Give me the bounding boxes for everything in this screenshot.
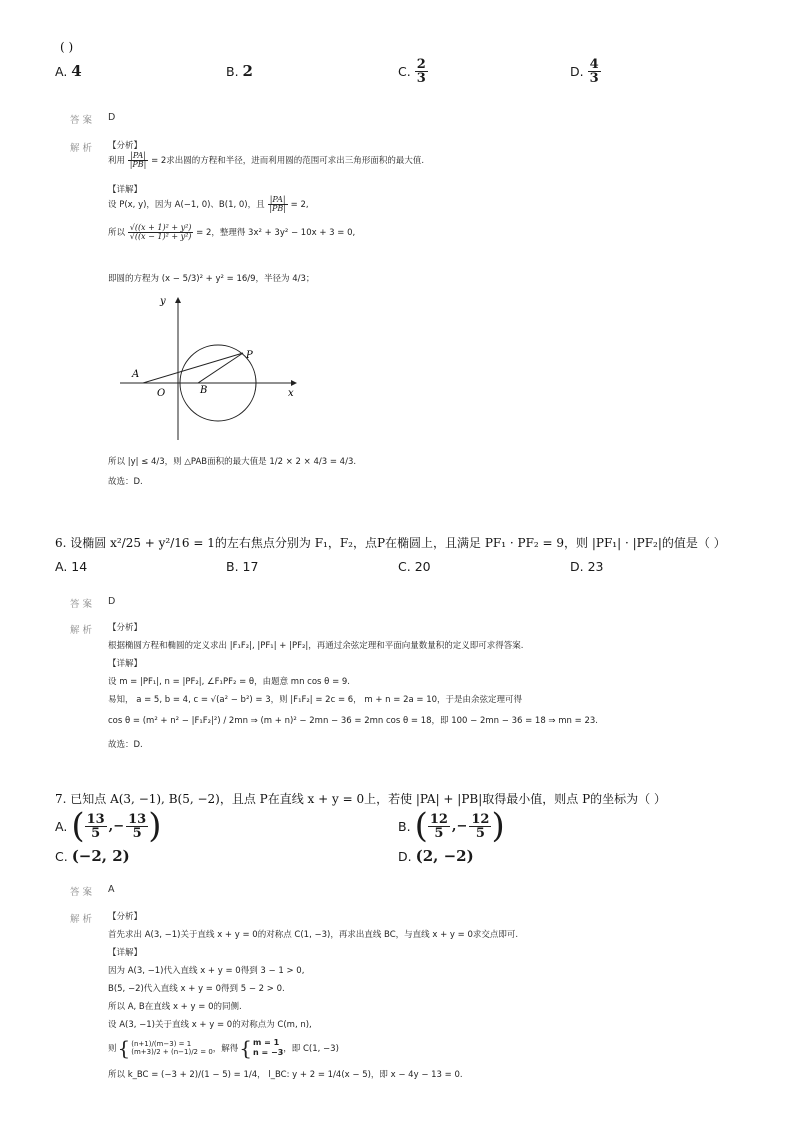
answer-label: 答案 (70, 115, 96, 126)
option-letter: B. (226, 64, 239, 79)
fraction-numerator: 12 (471, 811, 490, 827)
fraction-numerator: √((x + 1)² + y²) (129, 223, 192, 232)
option-letter: C. (55, 849, 68, 864)
option-value: 23 (587, 559, 604, 574)
text-segment: 利用 (108, 156, 126, 166)
fraction-denominator: 3 (589, 71, 599, 86)
option-value: 4 (71, 62, 82, 80)
fraction-denominator: √((x − 1)² + y²) (129, 232, 192, 241)
equation: m = 1 (253, 1038, 280, 1048)
option-d (398, 847, 474, 865)
segment-ap (143, 353, 243, 383)
fraction-numerator: 12 (429, 811, 448, 827)
fraction-denominator: 5 (132, 825, 142, 841)
option-d (570, 559, 604, 574)
detail-heading: 【详解】 (108, 185, 143, 195)
option-value: 20 (414, 559, 431, 574)
solution-line (108, 1036, 339, 1060)
question-paren: ( ) (60, 40, 74, 54)
coordinate-y-fraction (126, 813, 148, 840)
fraction-numerator: 13 (128, 811, 147, 827)
option-value: (−2, 2) (71, 847, 130, 865)
text-segment: 则 (108, 1044, 117, 1054)
option-letter: D. (570, 559, 584, 574)
option-c (398, 58, 428, 85)
option-letter: A. (55, 818, 68, 834)
fraction-numerator: |PA| (130, 151, 146, 160)
point-p-label: P (246, 350, 253, 361)
option-b (226, 559, 258, 574)
open-paren-icon: ( (71, 806, 85, 846)
solution-line: B(5, −2)代入直线 x + y = 0得到 5 − 2 > 0. (108, 984, 285, 994)
solution-line: 设 m = |PF₁|, n = |PF₂|, ∠F₁PF₂ = θ，由题意 mn cos θ = 9. (108, 677, 351, 687)
question-6-stem: 6. 设椭圆 x²/25 + y²/16 = 1的左右焦点分别为 F₁，F₂，点P在椭圆上，且满足 PF₁ · PF₂ = 9，则 |PF₁| · |PF₂|的值是（ ） (55, 536, 726, 550)
segment-bp (198, 353, 243, 383)
option-letter: B. (398, 818, 411, 834)
solution-line: 易知， a = 5, b = 4, c = √(a² − b²) = 3，则 |F₁F₂| = 2c = 6， m + n = 2a = 10，于是由余弦定理可得 (108, 695, 523, 705)
comma-minus: ,− (108, 818, 125, 834)
close-paren-icon: ) (491, 806, 505, 846)
answer-value: D (108, 596, 116, 607)
point-b-label: B (200, 385, 208, 396)
fraction-denominator: 3 (416, 71, 426, 86)
option-fraction (588, 58, 601, 85)
fraction-denominator: |PB| (269, 204, 286, 213)
fraction-denominator: 5 (91, 825, 101, 841)
option-letter: D. (398, 849, 412, 864)
fraction-numerator: 13 (86, 811, 105, 827)
answer-label: 答案 (70, 599, 96, 610)
solution-line (108, 224, 355, 241)
sqrt-fraction (128, 224, 194, 241)
option-letter: C. (398, 64, 411, 79)
text-segment: 设 P(x, y)，因为 A(−1, 0)、B(1, 0)，且 (108, 200, 265, 210)
y-axis-label: y (160, 296, 166, 307)
solution-line: 即圆的方程为 (x − 5/3)² + y² = 16/9，半径为 4/3； (108, 274, 315, 284)
coordinate-x-fraction (85, 813, 107, 840)
option-letter: B. (226, 559, 239, 574)
text-segment: ，即 C(1, −3) (283, 1044, 339, 1054)
option-c (55, 847, 130, 865)
option-a (55, 62, 82, 80)
option-a (55, 806, 161, 846)
solution-line: 故选：D. (108, 477, 143, 487)
option-b (398, 806, 505, 846)
fraction-numerator: 4 (589, 57, 599, 72)
text-segment: = 2求出圆的方程和半径，进而利用圆的范围可求出三角形面积的最大值. (151, 156, 425, 166)
option-letter: A. (55, 64, 68, 79)
solution-line: 因为 A(3, −1)代入直线 x + y = 0得到 3 − 1 > 0, (108, 966, 305, 976)
open-paren-icon: ( (414, 806, 428, 846)
analysis-heading: 【分析】 (108, 623, 143, 633)
close-paren-icon: ) (148, 806, 162, 846)
option-value: 17 (242, 559, 259, 574)
option-c (398, 559, 431, 574)
point-a-label: A (132, 369, 140, 380)
solution-line: 设 A(3, −1)关于直线 x + y = 0的对称点为 C(m, n), (108, 1020, 312, 1030)
solution-line: 所以 A, B在直线 x + y = 0的同侧. (108, 1002, 242, 1012)
solution-line: 所以 k_BC = (−3 + 2)/(1 − 5) = 1/4， l_BC: y + 2 = 1/4(x − 5)，即 x − 4y − 13 = 0. (108, 1070, 463, 1080)
detail-heading: 【详解】 (108, 659, 143, 669)
solution-line (108, 152, 424, 169)
comma-minus: ,− (451, 818, 468, 834)
equation-system (131, 1040, 213, 1057)
option-value: (2, −2) (415, 847, 474, 865)
option-a (55, 559, 87, 574)
solution-line: 首先求出 A(3, −1)关于直线 x + y = 0的对称点 C(1, −3)，再求出直线 BC，与直线 x + y = 0求交点即可. (108, 930, 519, 940)
text-segment: ，解得 (212, 1044, 239, 1054)
solution-system (253, 1038, 283, 1057)
fraction-denominator: 5 (475, 825, 485, 841)
circle-figure (110, 290, 310, 450)
x-axis-label: x (288, 388, 294, 399)
solution-line: 故选：D. (108, 740, 143, 750)
origin-label: O (157, 388, 166, 399)
fraction-numerator: |PA| (269, 195, 286, 204)
coordinate-y-fraction (469, 813, 491, 840)
detail-heading: 【详解】 (108, 948, 143, 958)
equation: n = −3 (253, 1048, 284, 1057)
brace-icon: { (117, 1036, 131, 1060)
minus-sign: − (456, 818, 468, 834)
solution-line (108, 196, 309, 213)
analysis-heading: 【分析】 (108, 912, 143, 922)
answer-value: A (108, 884, 115, 895)
answer-label: 答案 (70, 887, 96, 898)
text-segment: = 2，整理得 3x² + 3y² − 10x + 3 = 0, (196, 228, 356, 238)
option-letter: D. (570, 64, 584, 79)
fraction-denominator: |PB| (129, 160, 147, 169)
solution-line: 所以 |y| ≤ 4/3，则 △PAB面积的最大值是 1/2 × 2 × 4/3 = 4/3. (108, 457, 357, 467)
equation: (m+3)/2 + (n−1)/2 = 0 (131, 1048, 213, 1056)
coordinate-x-fraction (428, 813, 450, 840)
analysis-label: 解析 (70, 914, 96, 925)
option-letter: C. (398, 559, 411, 574)
text-segment: = 2, (290, 200, 309, 210)
ratio-fraction (128, 152, 149, 169)
minus-sign: − (113, 818, 125, 834)
option-value: 2 (242, 62, 253, 80)
analysis-label: 解析 (70, 143, 96, 154)
brace-icon: { (239, 1036, 253, 1060)
option-letter: A. (55, 559, 68, 574)
equation: (n+1)/(m−3) = 1 (131, 1039, 192, 1048)
option-fraction (415, 58, 428, 85)
fraction-denominator: 5 (434, 825, 444, 841)
analysis-label: 解析 (70, 625, 96, 636)
text-segment: 所以 (108, 228, 126, 238)
option-b (226, 62, 253, 80)
solution-line: cos θ = (m² + n² − |F₁F₂|²) / 2mn ⇒ (m + n)² − 2mn − 36 = 2mn cos θ = 18，即 100 − 2mn − 36 = 18 ⇒ mn = 23. (108, 716, 598, 726)
option-value: 14 (71, 559, 88, 574)
ratio-fraction (267, 196, 288, 213)
question-7-stem: 7. 已知点 A(3, −1), B(5, −2)，且点 P在直线 x + y = 0上，若使 |PA| + |PB|取得最小值，则点 P的坐标为（ ） (55, 792, 666, 806)
fraction-numerator: 2 (416, 57, 426, 72)
analysis-heading: 【分析】 (108, 141, 143, 151)
option-d (570, 58, 601, 85)
solution-line: 根据椭圆方程和椭圆的定义求出 |F₁F₂|, |PF₁| + |PF₂|，再通过余弦定理和平面向量数量积的定义即可求得答案. (108, 641, 524, 651)
answer-value: D (108, 112, 116, 123)
